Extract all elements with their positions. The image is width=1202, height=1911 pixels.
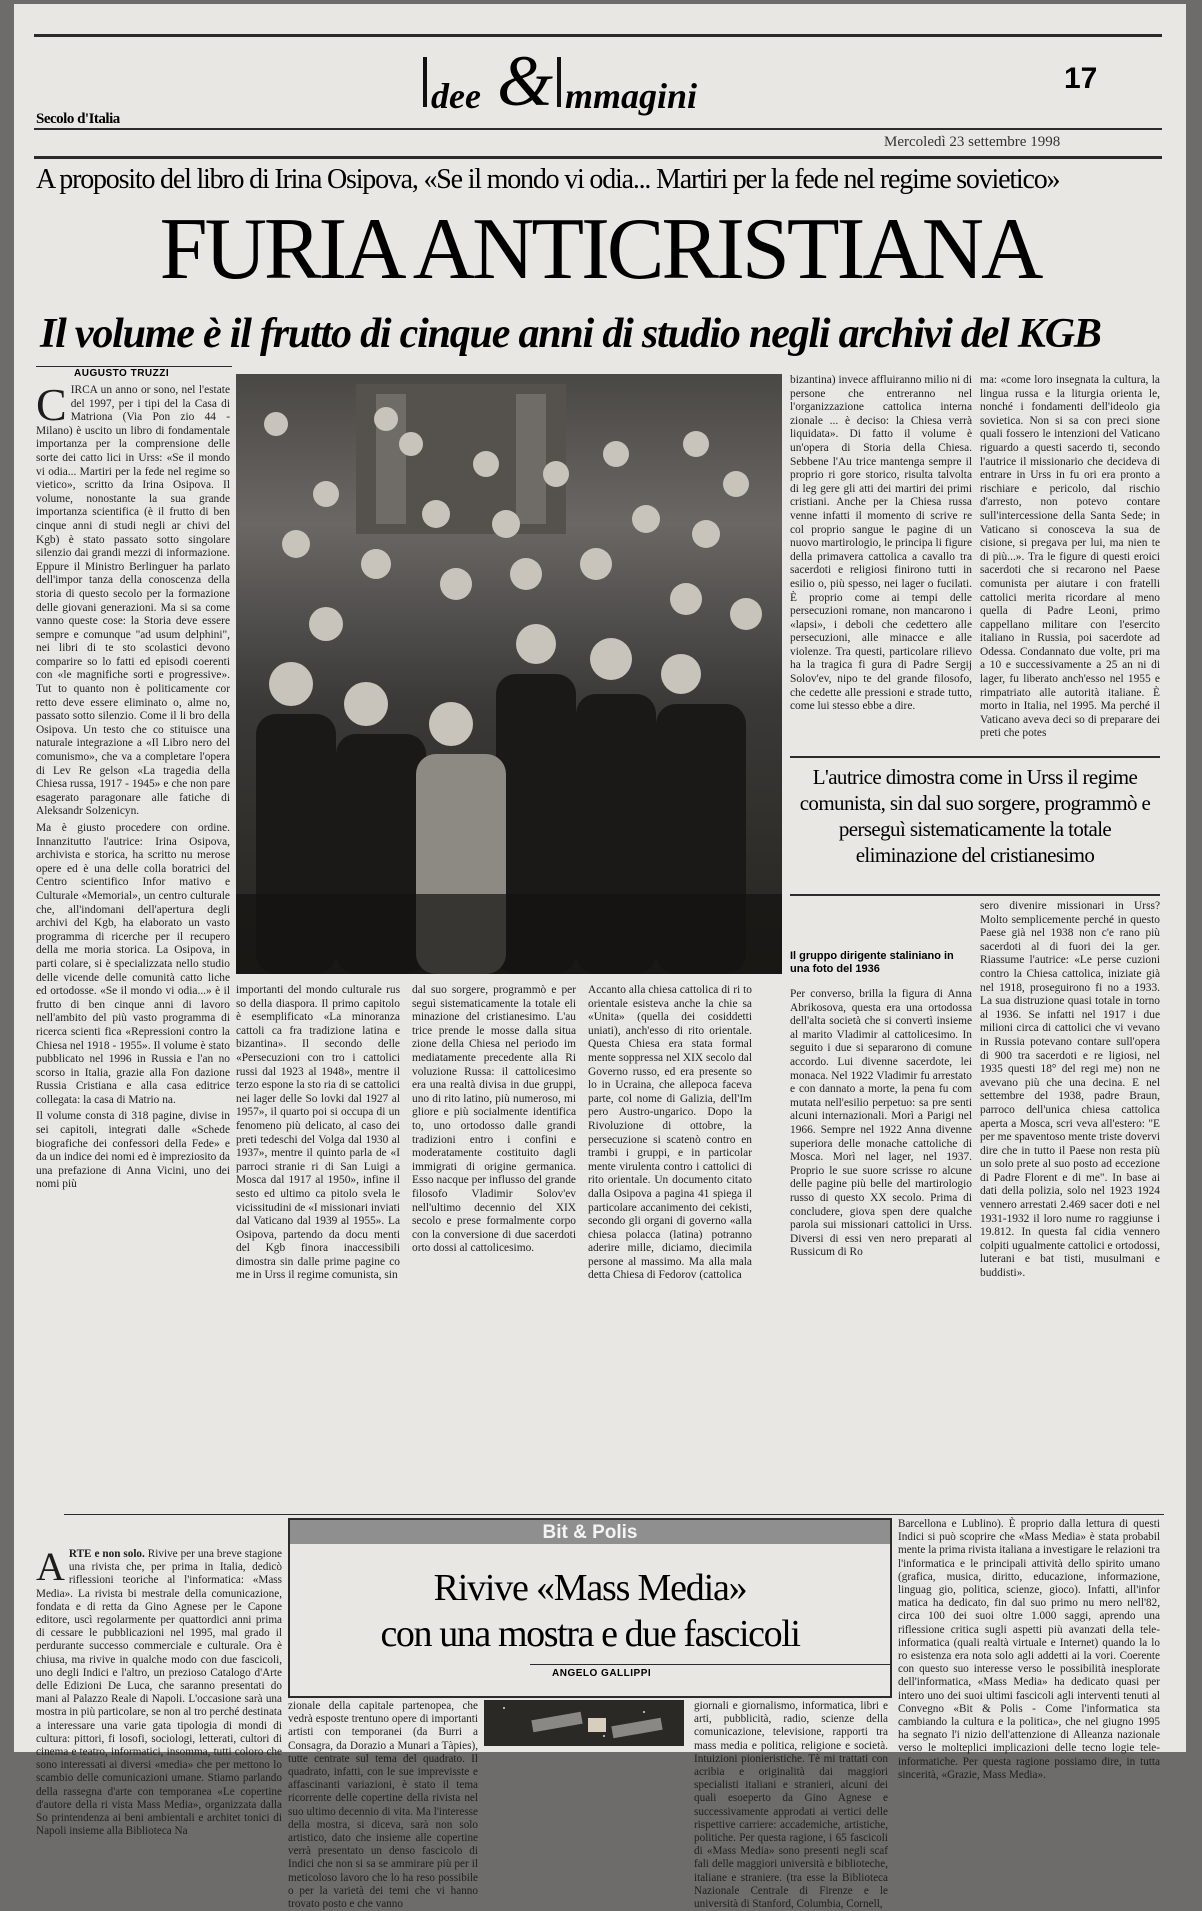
bit-polis-column-3 — [694, 1700, 888, 1911]
article-column-2 — [236, 984, 400, 1504]
bit-polis-headline-box — [288, 1518, 892, 1698]
bit-polis-column-4 — [898, 1518, 1160, 1781]
paragraph: zionale della capitale partenopea, che vedrà esposte trentuno opere di importanti artisti con temporanei (da Burri a Consagra, da Dorazio a Munari a Tàpies), tutte centrate sul tema del quadrato. Il quadrato, infatti, con le sue imprevisste e affascinanti variazioni, è stato il tema ricorrente delle copertine della rivista nel suo ultimo decennio di vita. Ma l'interesse della mostra, si diceva, sarà non solo artistico, dato che insieme alle copertine verrà presentato un denso fascicolo di Indici che non si sa se ammirare più per il meticoloso lavoro che lo ha reso possibile o per la varietà dei temi che vi hanno trovato posto e che vanno — [288, 1700, 478, 1911]
bit-polis-byline: ANGELO GALLIPPI — [552, 1668, 652, 1679]
paragraph: ma: «come loro insegnata la cultura, la lingua russa e la liturgia orienta le, nonché i fondamenti dell'ideolo gia sovietica. Non si sa con preci sione quali fossero le intenzioni del Vaticano riguardo a questi sacerdo ti, secondo l'autrice il missionario che decideva di entrare in Urss in fu ori era pronto a rischiare e pericolo, dal rischio d'arresto, non potevo contare sull'intercessione della Santa Sede; in Vaticano si conosceva la sua de cisione, si pregava per lui, ma nien te di più...». Tra le figure di questi eroici sacerdoti che si recarono nel Paese comunista per aiutare i con fratelli cattolici merita ricordare al meno quella di Padre Leoni, primo cappellano militare con l'esercito italiano in Russia, poi sacerdote ad Odessa. Condannato due volte, pri ma a 10 e successivamente a 25 an ni di lager, fu liberato anch'esso nel 1955 e rimpatriato alle autorità italiane. È morto in Italia, nel 1995. Ma perché il Vaticano aveva deci so di preparare dei preti che potes — [980, 374, 1160, 740]
article-column-3 — [412, 984, 576, 1504]
article-column-1 — [36, 379, 230, 1502]
author-byline: AUGUSTO TRUZZI — [74, 368, 170, 379]
top-rule — [34, 34, 1162, 37]
paragraph: sero divenire missionari in Urss? Molto semplicemente perché in questo Paese già nel 1938 non c'e rano più sacerdoti al di fuori dei la ger. Riassume l'autrice: «Le perse cuzioni contro la Chiesa cattolica, iniziate già nel 1918, proseguirono fi no a 1933. La sua distruzione quasi totale in torno al 1936. Se infatti nel 1917 i due milioni circa di cattolici che vi vevano in Russia potevano contare sull'opera di 900 tra sacerdoti e re ligiosi, nel 1935 questi 18° del regi me) non ne avevano più che una decina. E nel settembre del 1938, padre Braun, parroco dell'unica chiesa cattolica aperta a Mosca, scri veva all'estero: "E per me spaventoso mente triste dovervi dire che in tutto il Paese non resta più un solo prete al suo posto ad eccezione di Padre Florent e di me". In base ai dati della polizia, solo nel 1923 1924 vennero arrestati 2.469 sacer doti e nel 1931-1932 il loro nume ro raggiunse i 19.812. In questa fal cidia vennero colpiti ugualmente cattolici e ortodossi, luterani e bat tisti, musulmani e buddisti». — [980, 900, 1160, 1280]
article-column-6-top — [980, 374, 1160, 744]
photo-caption: Il gruppo dirigente staliniano in una foto del 1936 — [790, 950, 954, 975]
paragraph: giornali e giornalismo, informatica, libri e arti, pubblicità, radio, scienze della comunicazione, televisione, rapporti tra mass media e politica, religione e società. Intuizioni pionieristiche. Tè mi trattati con acribia e originalità dai maggiori specialisti italiani e stranieri, alcuni dei quali esoeperto da Gino Agnese e successivamente approdati ai vertici delle rispettive carriere: accademiche, artistiche, politiche. Per questa ragione, i 65 fascicoli di «Mass Media» sono presenti negli scaf fali delle maggiori università e biblioteche, italiane e straniere. (tra esse la Biblioteca Nazionale Centrale di Firenze e le università di Stanford, Columbia, Cornell, — [694, 1700, 888, 1911]
paragraph: dal suo sorgere, programmò e per seguì sistematicamente la totale eli minazione del cristianesimo. L'au trice prende le mosse dalla situa zione della Chiesa nel periodo im mediatamente precedente alla Ri voluzione Russa: il cattolicesimo era una realtà divisa in due gruppi, uno di rito latino, più numeroso, mi gliore e più socialmente identifica to, uno ortodosso dalle grandi tradizioni entro i confini e moderatamente costituito dagli immigrati di origine germanica. Esso nacque per influsso del grande filosofo Vladimir Solov'ev nell'ultimo decennio del XIX secolo e prese formalmente corpo con la conversione di due sacerdoti orto dossi al cattolicesimo. — [412, 984, 576, 1255]
page-number: 17 — [1064, 62, 1098, 95]
bit-polis-headline-2: con una mostra e due fascicoli — [380, 1613, 800, 1655]
paragraph: Per converso, brilla la figura di Anna Abrikosova, questa era una ortodossa dell'alta società che si convertì insieme al marito Vladimir al cattolicesimo. In seguito i due si separarono di comune accordo. Lui divenne sacerdote, lei monaca. Nel 1922 Vladimir fu arrestato e con dannato a morte, la pena fu com mutata nell'esilio perpetuo: sa pre senti alcuni internazionali. Morì a Parigi nel 1966. Sempre nel 1922 Anna divenne superiora delle monache cattoliche di Mosca. Morì nel lager, nel 1937. Proprio le sue suore scrisse ro alcune delle pagine più belle del martirologio russo di questo XX secolo. Prima di concludere, giova spen dere qualche parola sui missionari cattolici in Urss. Diversi di essi ven nero preparati al Russicum di Ro — [790, 988, 972, 1259]
paragraph: Rivive per una breve stagione una rivista che, per prima in Italia, dedicò riflessioni teoriche al l'informatica: «Mass Media». La rivista bi mestrale della comunicazione, fondata e di retta da Gino Agnese per le Capone editore, uscì regolarmente per quattordici anni prima di cessare le pubblicazioni nel 1995, mal grado il perdurante successo commerciale e culturale. Ora è chiusa, ma rivive in qualche modo con due fascicoli, uno degli Indici e l'altro, un prezioso Catalogo d'Arte delle Edizioni De Luca, che saranno presentati do mani al Palazzo Reale di Napoli. L'occasione sarà una mostra in più particolare, se non al tro perché destinata a interessare una varie gata tipologia di mondi di cultura: pittori, fi losofi, sociologi, letterati, cultori di cinema e teatro, informatici, insomma, tutti coloro che sono interessati ai diversi «media» che per mettono lo scambio delle comunicazioni umane. Stiamo parlando della rassegna d'arte con temporanea «Le copertine d'autore della ri vista Mass Media», organizzata dalla So printendenza ai beni ambientali e architet tonici di Napoli insieme alla Biblioteca Na — [36, 1548, 283, 1838]
lead-in: RTE e non solo. — [68, 1548, 145, 1560]
pullquote-rule-top — [790, 756, 1160, 758]
article-column-4 — [588, 984, 752, 1504]
headline: FURIA ANTICRISTIANA — [159, 201, 1041, 298]
drop-cap: A — [36, 1544, 65, 1589]
section-title-idee: dee — [431, 76, 481, 116]
masthead-rule — [34, 128, 1162, 130]
section-title-immagini: mmagini — [565, 76, 698, 116]
issue-date: Mercoledì 23 settembre 1998 — [884, 134, 1061, 150]
pull-quote: L'autrice dimostra come in Urss il regime comunista, sin dal suo sorgere, programmò e perseguì sistematicamente la totale eliminazione del cristianesimo — [799, 765, 1151, 867]
paragraph: Ma è giusto procedere con ordine. Innanzitutto l'autrice: Irina Osipova, archivista e storica, ha scritto nu merose opere ed è una delle colla boratrici del Centro scientifico Infor mativo e Culturale «Memorial», un centro culturale che, all'indomani dell'apertura degli archivi del Kgb, ha elaborato un vasto programma di ricerche per il recupero della me moria storica. La Osipova, in parti colare, si è specializzata nello studio delle vicende delle comunità catto liche ed ortodosse. «Se il mondo vi odia...» è il frutto di ben cinque anni di lavoro nell'ambito del più vasto programma di ricerca scienti fica «Repressioni contro la Chiesa nel 1918 - 1955». Il volume è stato pubblicato nel 1996 in Russia e l'an no scorso in Italia, grazie alla Fon dazione Russia Cristiana e alla casa editrice collegata: la casa di Matrio na. — [36, 822, 230, 1106]
bit-polis-column-1 — [36, 1544, 283, 1838]
section-ampersand: & — [497, 41, 554, 121]
drop-cap: C — [36, 379, 67, 430]
subheadline: Il volume è il frutto di cinque anni di studio negli archivi del KGB — [40, 311, 1101, 357]
stalin-group-photo — [236, 374, 782, 974]
photo-illustration — [236, 374, 782, 974]
article-column-5-top — [790, 374, 972, 744]
article-column-5-bottom — [790, 988, 972, 1504]
section-bar-i2 — [557, 57, 561, 107]
satellite-illustration — [484, 1700, 684, 1746]
bit-polis-byline-rule — [530, 1664, 890, 1665]
satellite-photo — [484, 1700, 684, 1746]
brand-name: Secolo d'Italia — [36, 111, 120, 127]
bit-polis-headline-1: Rivive «Mass Media» — [433, 1567, 747, 1609]
article-column-6-bottom — [980, 900, 1160, 1504]
paragraph: IRCA un anno or sono, nel l'estate del 1997, per i tipi del la Casa di Matriona (Via Pon zio 44 - Milano) è uscito un libro di fondamentale importanza per la comprensione delle sorte dei catto lici in Urss: «Se il mondo vi odia... Martiri per la fede nel regime so vietico», scritto da Irina Osipova. Il volume, nonostante la sua grande importanza scientifica (è il frutto di ben cinque anni di studi negli ar chivi del Kgb) è stato passato sotto singolare silenzio dai grandi mezzi di informazione. Eppure il Ministro Berlinguer ha parlato dell'impor tanza della conoscenza della storia di questo secolo per la formazione delle giovani generazioni. Ma si sa come vanno queste cose: la Storia deve essere sempre e comunque "ad usum delphini", nei libri di te sto scolastici devono comparire so lo fatti ed episodi coerenti con «le magnifiche sorti e progressive». Tut to quanto non è politicamente cor retto deve essere eliminato o, alme no, passato sotto silenzio. Come il li bro della Osipova. Un testo che co stituisce una naturale integrazione a «Il Libro nero del comunismo», che va a completare l'opera di Lev Re gelson «La tragedia della Chiesa russa, 1917 - 1945» e che non pare esagerato paragonare alle fatiche di Aleksandr Solzenicyn. — [36, 384, 230, 818]
bit-polis-column-2 — [288, 1700, 478, 1911]
paragraph: importanti del mondo culturale rus so della diaspora. Il primo capitolo è esemplificato «La minoranza cattoli ca fra tradizione latina e bizantina». Il secondo delle «Persecuzioni con tro i cattolici russi dal 1923 al 1948», mentre il terzo espone la sto ria di se cattolici nei lager delle So lovki dal 1927 al 1957», il quarto poi si occupa di un fenomeno più delicato, al caso dei preti tedeschi del Volga dal 1930 al 1937», mentre il quinto parla de «I parroci stranie ri di San Luigi a Mosca dal 1917 al 1950», infine il sesto ed ultimo ca pitolo svela le vicissitudini de «I missionari inviati dal Vaticano dal 1939 al 1955». La Osipova, partendo da docu menti del Kgb finora inaccessibili dimostra sin dalle prime pagine co me in Urss il regime comunista, sin — [236, 984, 400, 1282]
byline-rule — [36, 366, 232, 367]
section-divider — [64, 1514, 1164, 1515]
paragraph: bizantina) invece affluiranno milio ni di persone che entreranno nel l'organizzazione cattolica interna zionale ... è deciso: la Chiesa verrà liquidata». Di fatto il volume è un'opera di Storia della Chiesa. Sebbene l'Au trice mantenga sempre il proprio ri gore storico, risulta talvolta di leg gere gli atti dei martiri dei primi cristiani. Anche per la Chiesa russa venne infatti il momento di scrive re col proprio sangue le pagine di un nuovo martirologio, le principa li figure della primavera cattolica a cavallo tra sacerdoti e religiosi finirono tutti in esilio o, più spesso, nei lager o fucilati. È proprio come ai tempi delle persecuzioni romane, non mancarono i «lapsi», i deboli che cedettero alle persecuzioni, alle minacce e alle violenze. Tra questi, particolare rilievo ha la tragica fi gura di Padre Sergij Solov'ev, nipo te del grande filosofo, che cedette alle pressioni e strade tutto, come lui stesso ebbe a dire. — [790, 374, 972, 713]
paragraph: Il volume consta di 318 pagine, divise in sei capitoli, integrati dalle «Schede biografiche dei confessori della Fede» e da un indice dei nomi ed è impreziosito da una prefazione di Anna Vicini, uno dei nomi più — [36, 1110, 230, 1191]
paragraph: Barcellona e Lublino). È proprio dalla lettura di questi Indici si può scoprire che «Mass Media» è stata probabil mente la prima rivista italiana a investigare le relazioni tra l'informatica e le principali attività dello spirito umano (grafica, musica, diritto, educazione, informazione, linguag gio, politica, scienze, gioco). Infatti, all'infor matica ha dedicato, fin dal suo primo nu mero nell'82, circa 100 dei suoi oltre 1.000 saggi, aprendo una riflessione critica sugli aspetti più avanzati della tele-informatica (quali realtà virtuale e Internet) quando la lo ro esistenza era nota solo agli addetti ai la vori. Coerente con questo suo interesse verso le possibilità inesplorate dell'informatica, «Mass Media» ha dedicato quasi per intero uno dei suoi ultimi fascicoli agli interventi tenuti al Convegno «Bit & Polis - Come l'informatica sta cambiando la cultura e la politica», che nel giugno 1995 ha segnato l'i nizio dell'attenzione di Alleanza nazionale verso le molteplici implicazioni delle tecno logie tele-informatiche. Per questa ragione possiamo dire, in tutta sincerità, «Grazie, Mass Media». — [898, 1518, 1160, 1781]
date-rule — [34, 156, 1162, 159]
pullquote-rule-bottom — [790, 894, 1160, 896]
paragraph: Accanto alla chiesa cattolica di ri to orientale esisteva anche la chie sa «Unita» (quella dei cosiddetti uniati), anch'esso di rito orientale. Questa Chiesa era stata formal mente soppressa nel XIX secolo dal Governo russo, ed era presente so lo in Ucraina, che allepoca faceva parte, col nome di Galizia, dell'Im pero Austro-ungarico. Dopo la Rivoluzione di ottobre, la persecuzione si scatenò contro en trambi i gruppi, e in particolar mente virulenta contro i cattolici di rito orientale. Un documento citato dalla Osipova a pagina 41 spiega il particolare accanimento dei cekisti, secondo gli organi di governo «alla chiesa polacca (latina) potranno aderire mille, diciamo, diecimila persone al massimo. Ma alla mala detta Chiesa di Fedorov (cattolica — [588, 984, 752, 1282]
section-logo — [409, 41, 719, 127]
section-bar-i — [423, 57, 427, 107]
bit-polis-banner: Bit & Polis — [542, 1522, 638, 1543]
kicker: A proposito del libro di Irina Osipova, «Se il mondo vi odia... Martiri per la fede nel regime sovietico» — [36, 164, 1060, 195]
newspaper-page — [14, 4, 1186, 1911]
